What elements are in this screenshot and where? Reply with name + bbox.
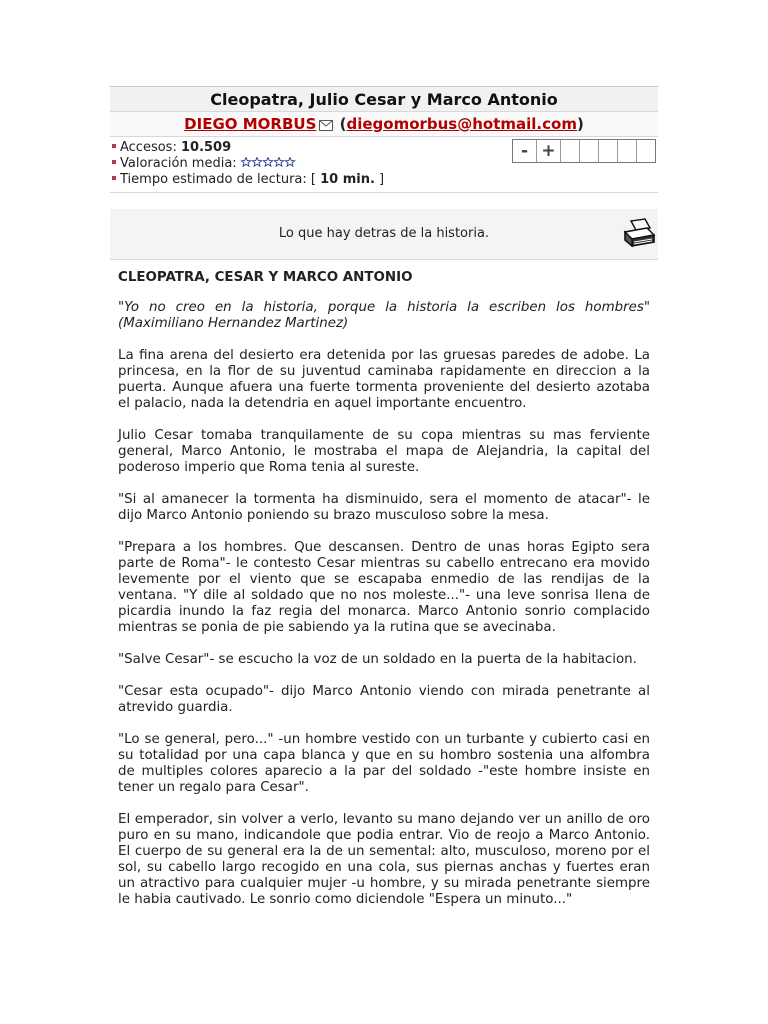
tiempo-suffix: ] — [374, 172, 385, 187]
printer-icon[interactable] — [622, 218, 656, 272]
accesos-value: 10.509 — [180, 140, 232, 155]
story-heading: CLEOPATRA, CESAR Y MARCO ANTONIO — [118, 270, 413, 285]
bullet-icon — [112, 144, 116, 148]
author-line — [110, 112, 658, 137]
bullet-icon — [112, 160, 116, 164]
story-paragraph: "Lo se general, pero..." -un hombre vestido con un turbante y cubierto casi en su totalidad por una capa blanca y que en su hombro sostenia una alfombra de multiples colores aparecio a la par del soldado -"este hombre insiste en tener un regalo para Cesar". — [118, 732, 650, 795]
story-paragraph: El emperador, sin volver a verlo, levanto su mano dejando ver un anillo de oro puro en su mano, indicandole que podia entrar. Vio de reojo a Marco Antonio. El cuerpo de su general era la de un semental: alto, musculoso, moreno por el sol, su cabello largo recogido en una cola, sus piernas anchas y fuertes eran un atractivo para cualquier mujer -u hombre, y su mirada penetrante siempre le habia cautivado. Le sonrio como diciendole "Espera un minuto..." — [118, 812, 650, 907]
rating-cell[interactable] — [599, 140, 618, 162]
tiempo-label: Tiempo estimado de lectura: [ — [120, 172, 321, 187]
email-link[interactable]: diegomorbus@hotmail.com — [346, 115, 577, 133]
accesos-label: Accesos: — [120, 140, 181, 155]
article-container — [110, 86, 658, 908]
valoracion-label: Valoración media: — [120, 156, 241, 171]
rating-cell[interactable] — [618, 140, 637, 162]
story-paragraph: La fina arena del desierto era detenida por las gruesas paredes de adobe. La princesa, en la flor de su juventud caminaba rapidamente en direccion a la puerta. Aunque afuera una fuerte tormenta proveniente del desierto azotaba el palacio, nada la detendria en aquel importante encuentro. — [118, 348, 650, 411]
story-body — [110, 270, 658, 908]
bullet-icon — [112, 176, 116, 180]
author-link[interactable]: DIEGO MORBUS — [184, 115, 317, 133]
rating-cell[interactable] — [561, 140, 580, 162]
article-title: Cleopatra, Julio Cesar y Marco Antonio — [110, 86, 658, 112]
email-open-paren: ( — [334, 115, 347, 133]
rating-stars-icon — [241, 156, 297, 172]
rating-minus-button[interactable]: - — [513, 140, 537, 162]
email-close-paren: ) — [576, 115, 584, 133]
tiempo-value: 10 min. — [320, 172, 375, 187]
rating-cell[interactable] — [637, 140, 655, 162]
story-epigraph: "Yo no creo en la historia, porque la historia la escriben los hombres" (Maximiliano Hernandez Martinez) — [118, 300, 650, 331]
story-paragraph: "Salve Cesar"- se escucho la voz de un soldado en la puerta de la habitacion. — [118, 652, 637, 667]
story-paragraph: "Prepara a los hombres. Que descansen. Dentro de unas horas Egipto sera parte de Roma"- le contesto Cesar mientras su cabello entrecano era movido levemente por el viento que se escapaba enmedio de las rendijas de la ventana. "Y dile al soldado que no nos moleste..."- una leve sonrisa llena de picardia inundo la faz regia del monarca. Marco Antonio sonrio complacido mientras se ponia de pie sabiendo ya la rutina que se avecinaba. — [118, 540, 650, 635]
envelope-icon[interactable] — [319, 114, 333, 138]
story-paragraph: "Cesar esta ocupado"- dijo Marco Antonio viendo con mirada penetrante al atrevido guardia. — [118, 684, 650, 715]
meta-tiempo — [110, 172, 658, 188]
article-meta — [110, 137, 658, 193]
rating-widget — [512, 139, 656, 163]
rating-cell[interactable] — [580, 140, 599, 162]
article-summary — [110, 209, 658, 260]
summary-text: Lo que hay detras de la historia. — [278, 226, 490, 241]
rating-plus-button[interactable]: + — [537, 140, 561, 162]
story-paragraph: Julio Cesar tomaba tranquilamente de su copa mientras su mas ferviente general, Marco Antonio, le mostraba el mapa de Alejandria, la capital del poderoso imperio que Roma tenia al sureste. — [118, 428, 650, 475]
story-paragraph: "Si al amanecer la tormenta ha disminuido, sera el momento de atacar"- le dijo Marco Antonio poniendo su brazo musculoso sobre la mesa. — [118, 492, 650, 523]
